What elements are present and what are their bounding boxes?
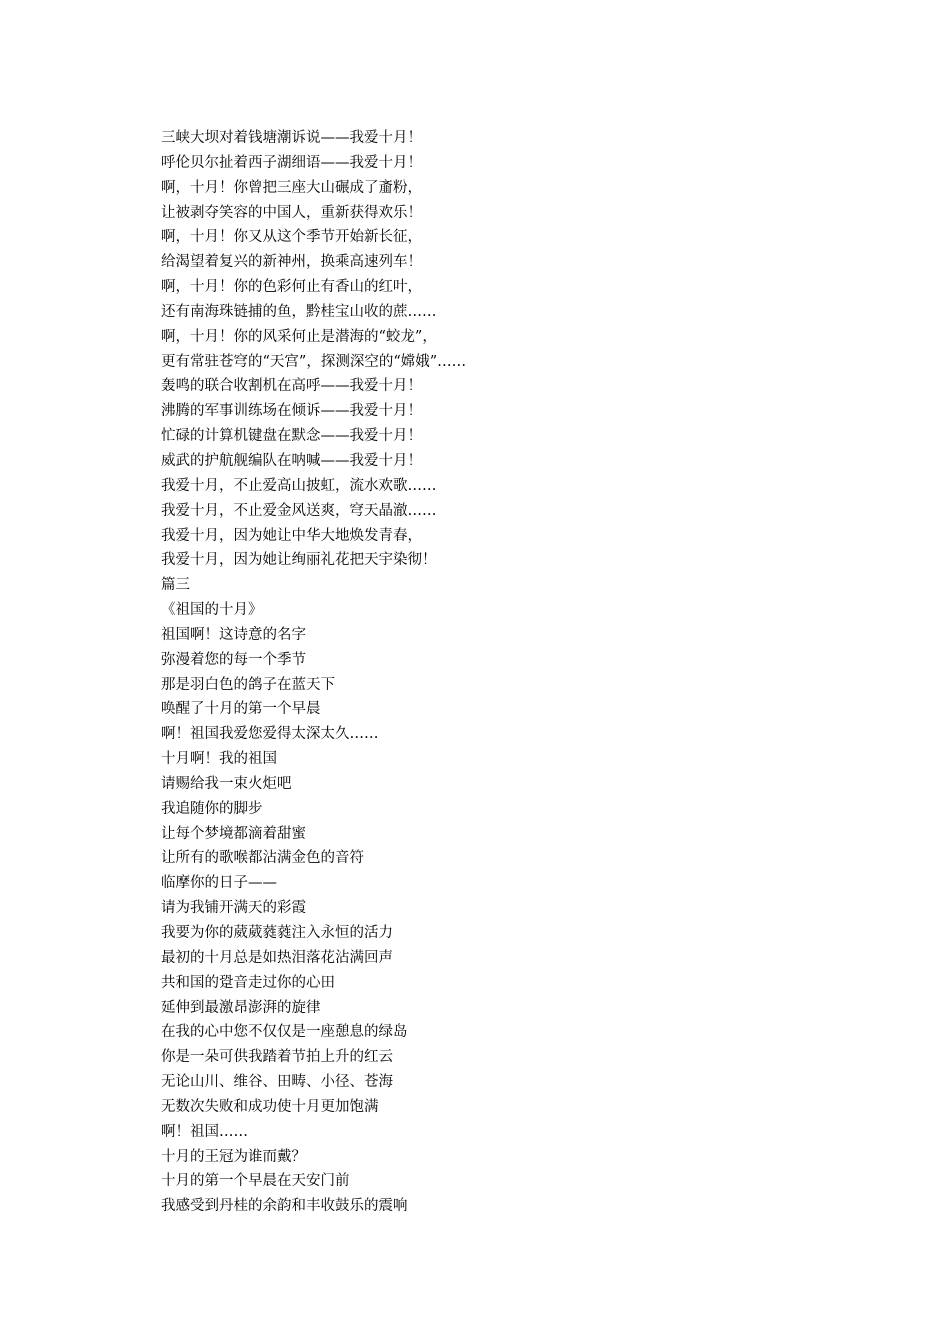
text-line: 威武的护航舰编队在呐喊——我爱十月！ xyxy=(161,452,422,469)
section-heading: 篇三 xyxy=(161,577,190,594)
text-line: 我感受到丹桂的余韵和丰收鼓乐的震响 xyxy=(161,1198,408,1215)
text-line: 啊！祖国…… xyxy=(161,1123,248,1140)
text-line: 让被剥夺笑容的中国人，重新获得欢乐！ xyxy=(161,204,422,221)
text-line: 十月的第一个早晨在天安门前 xyxy=(161,1173,350,1190)
text-line: 我追随你的脚步 xyxy=(161,800,263,817)
text-line: 那是羽白色的鸽子在蓝天下 xyxy=(161,676,335,693)
text-line: 忙碌的计算机键盘在默念——我爱十月！ xyxy=(161,428,422,445)
text-line: 让所有的歌喉都沾满金色的音符 xyxy=(161,850,364,867)
text-line: 唤醒了十月的第一个早晨 xyxy=(161,701,321,718)
text-line: 我爱十月，不止爱高山披虹，流水欢歌…… xyxy=(161,477,437,494)
poem-title: 《祖国的十月》 xyxy=(161,602,263,619)
text-line: 我爱十月，因为她让中华大地焕发青春， xyxy=(161,527,422,544)
text-line: 更有常驻苍穹的“天宫”，探测深空的“嫦娥”…… xyxy=(161,353,467,370)
text-line: 我爱十月，因为她让绚丽礼花把天宇染彻！ xyxy=(161,552,437,569)
text-line: 我爱十月，不止爱金风送爽，穹天晶澈…… xyxy=(161,502,437,519)
text-line: 最初的十月总是如热泪落花沾满回声 xyxy=(161,949,393,966)
text-line: 请赐给我一束火炬吧 xyxy=(161,775,292,792)
text-line: 无数次失败和成功使十月更加饱满 xyxy=(161,1098,379,1115)
text-line: 给渴望着复兴的新神州，换乘高速列车！ xyxy=(161,254,422,271)
text-line: 祖国啊！这诗意的名字 xyxy=(161,626,306,643)
text-line: 啊！祖国我爱您爱得太深太久…… xyxy=(161,726,379,743)
text-line: 啊，十月！你的色彩何止有香山的红叶， xyxy=(161,279,422,296)
text-line: 我要为你的葳葳蕤蕤注入永恒的活力 xyxy=(161,925,393,941)
text-line: 啊，十月！你的风采何止是潜海的“蛟龙”， xyxy=(161,328,437,345)
text-line: 临摩你的日子—— xyxy=(161,875,277,892)
text-line: 呼伦贝尔扯着西子湖细语——我爱十月！ xyxy=(161,154,422,171)
text-line: 啊，十月！你又从这个季节开始新长征， xyxy=(161,229,422,246)
text-line: 无论山川、维谷、田畴、小径、苍海 xyxy=(161,1074,393,1091)
text-line: 还有南海珠链捕的鱼，黔桂宝山收的蔗…… xyxy=(161,303,437,320)
text-line: 十月啊！我的祖国 xyxy=(161,751,277,768)
text-line: 啊，十月！你曾把三座大山碾成了齑粉， xyxy=(161,179,422,196)
text-line: 轰鸣的联合收割机在高呼——我爱十月！ xyxy=(161,378,422,395)
text-line: 十月的王冠为谁而戴？ xyxy=(161,1148,306,1165)
text-line: 你是一朵可供我踏着节拍上升的红云 xyxy=(161,1049,393,1066)
text-line: 沸腾的军事训练场在倾诉——我爱十月！ xyxy=(161,403,422,420)
text-line: 弥漫着您的每一个季节 xyxy=(161,651,306,668)
poem-text-block xyxy=(161,126,881,1219)
text-line: 让每个梦境都滴着甜蜜 xyxy=(161,825,306,842)
text-line: 在我的心中您不仅仅是一座憩息的绿岛 xyxy=(161,1024,408,1041)
text-line: 三峡大坝对着钱塘潮诉说——我爱十月！ xyxy=(161,130,422,146)
text-line: 请为我铺开满天的彩霞 xyxy=(161,900,306,917)
text-line: 延伸到最激昂澎湃的旋律 xyxy=(161,999,321,1016)
text-line: 共和国的跫音走过你的心田 xyxy=(161,974,335,991)
